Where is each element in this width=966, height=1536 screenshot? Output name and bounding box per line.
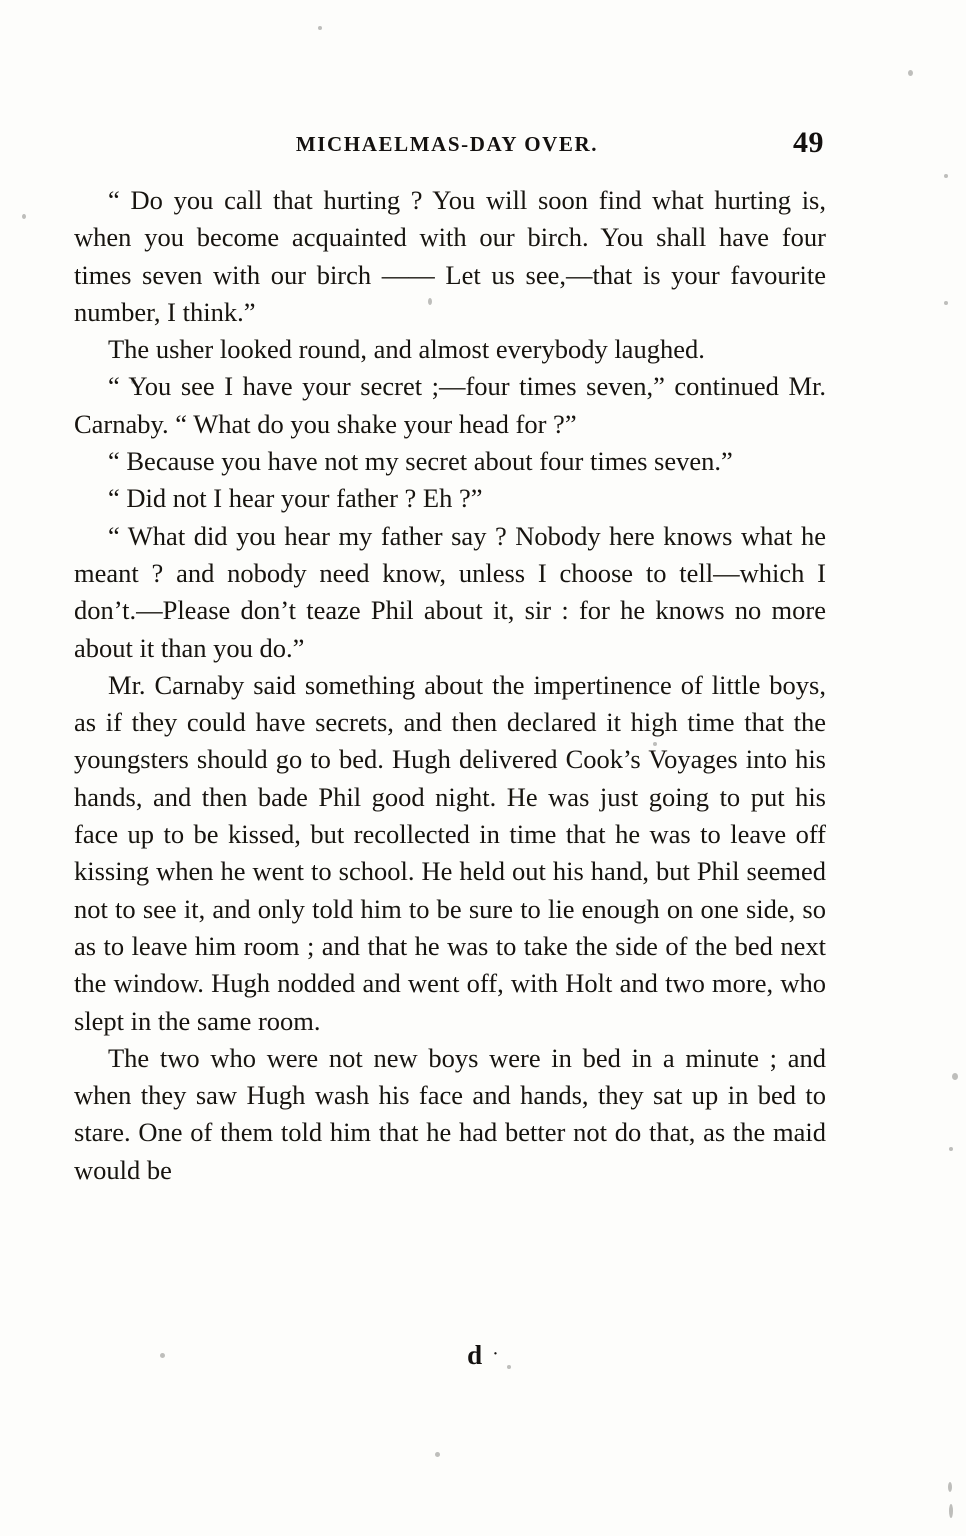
scan-speck — [908, 70, 913, 76]
signature-dot: · — [492, 1343, 499, 1365]
running-head: MICHAELMAS-DAY OVER. — [295, 132, 599, 156]
paragraph: The usher looked round, and almost everybody laughed. — [108, 334, 705, 365]
scan-speck — [944, 301, 948, 305]
page-body — [74, 182, 826, 1189]
scan-speck — [949, 1504, 953, 1518]
paragraph: “ You see I have your secret ;—four times seven,” continued Mr. Carnaby. “ What do you shake your head for ?” — [74, 371, 826, 439]
scan-speck — [22, 214, 26, 219]
signature-letter: d — [467, 1340, 483, 1370]
paragraph: The two who were not new boys were in bed in a minute ; and when they saw Hugh wash his face and hands, they sat up in bed to stare. One of them told him that he had better not do that, as the maid would be — [74, 1042, 826, 1185]
scan-speck — [948, 1482, 952, 1492]
paragraph: “ Because you have not my secret about four times seven.” — [108, 446, 733, 477]
scan-speck — [949, 1147, 953, 1151]
paragraph: “ Did not I hear your father ? Eh ?” — [108, 483, 483, 514]
paragraph: Mr. Carnaby said something about the impertinence of little boys, as if they could have secrets, and then declared it high time that the youngsters should go to bed. Hugh delivered Cook’s Voyages into his hands, and then bade Phil good night. He was just going to put his face up to be kissed, but recollected in time that he was to leave off kissing when he went to school. He held out his hand, but Phil seemed not to see it, and only told him to be sure to lie enough on one side, so as to leave him room ; and that he was to take the side of the bed next the window. Hugh nodded and went off, with Holt and two more, who slept in the same room. — [74, 669, 826, 1036]
page-header — [72, 132, 822, 157]
scan-speck — [435, 1452, 440, 1457]
paragraph: “ Do you call that hurting ? You will soon find what hurting is, when you become acquainted with our birch. You shall have four times seven with our birch —— Let us see,—that is your favourite number, I think.” — [74, 185, 826, 327]
scan-speck — [952, 1073, 958, 1080]
scan-speck — [318, 26, 322, 30]
scan-speck — [944, 174, 948, 178]
page-number: 49 — [793, 126, 824, 159]
paragraph: “ What did you hear my father say ? Nobody here knows what he meant ? and nobody need know, unless I choose to tell—which I don’t.—Please don’t teaze Phil about it, sir : for he knows no more about it than you do.” — [74, 520, 826, 663]
signature-mark — [0, 1340, 966, 1371]
